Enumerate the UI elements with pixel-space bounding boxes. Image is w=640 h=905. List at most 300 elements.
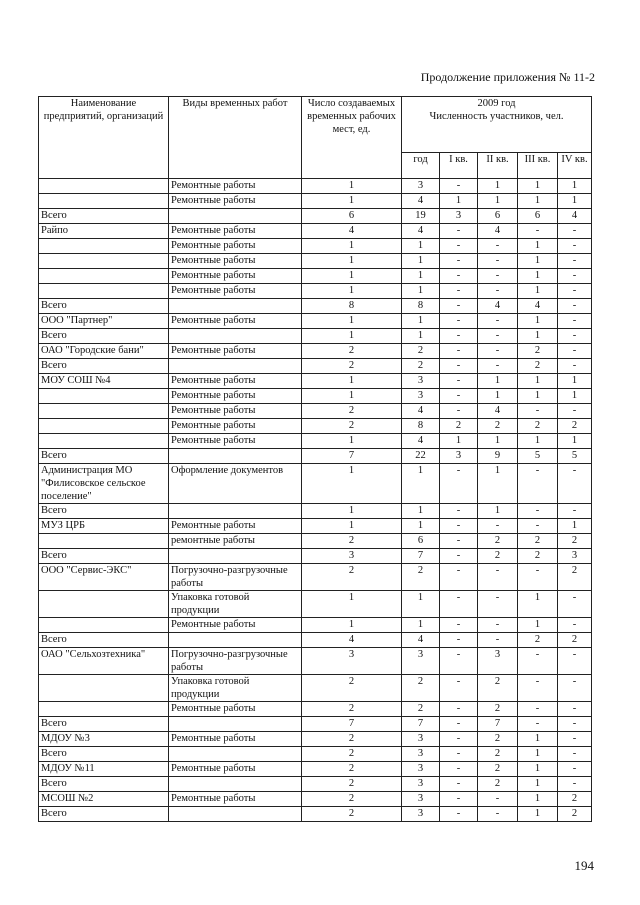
cell-q3: 1 bbox=[518, 807, 558, 822]
cell-job-places: 2 bbox=[302, 404, 402, 419]
table-row bbox=[39, 717, 592, 732]
cell-organization: МДОУ №3 bbox=[39, 732, 169, 747]
col-header-organization: Наименование предприятий, организаций bbox=[39, 97, 169, 179]
cell-year: 2 bbox=[402, 359, 440, 374]
cell-q2: 9 bbox=[478, 449, 518, 464]
cell-q3: - bbox=[518, 564, 558, 591]
cell-organization: МСОШ №2 bbox=[39, 792, 169, 807]
cell-year: 19 bbox=[402, 209, 440, 224]
cell-job-places: 2 bbox=[302, 807, 402, 822]
cell-work-type: Ремонтные работы bbox=[169, 618, 302, 633]
cell-q4: 2 bbox=[558, 633, 592, 648]
appendix-continuation-note: Продолжение приложения № 11-2 bbox=[420, 70, 595, 84]
cell-year: 8 bbox=[402, 419, 440, 434]
cell-q3: 2 bbox=[518, 549, 558, 564]
cell-q1: - bbox=[440, 374, 478, 389]
cell-q1: - bbox=[440, 254, 478, 269]
cell-q1: - bbox=[440, 807, 478, 822]
cell-q1: - bbox=[440, 389, 478, 404]
cell-q3: - bbox=[518, 702, 558, 717]
table-row bbox=[39, 633, 592, 648]
cell-organization bbox=[39, 284, 169, 299]
cell-q3: 1 bbox=[518, 374, 558, 389]
cell-work-type: Ремонтные работы bbox=[169, 269, 302, 284]
cell-work-type: Ремонтные работы bbox=[169, 434, 302, 449]
cell-organization: Всего bbox=[39, 747, 169, 762]
cell-work-type: Ремонтные работы bbox=[169, 344, 302, 359]
cell-q2: 1 bbox=[478, 179, 518, 194]
table-row bbox=[39, 389, 592, 404]
cell-work-type: Ремонтные работы bbox=[169, 762, 302, 777]
cell-q2: 2 bbox=[478, 747, 518, 762]
cell-q2: - bbox=[478, 329, 518, 344]
cell-q1: - bbox=[440, 179, 478, 194]
cell-year: 3 bbox=[402, 648, 440, 675]
cell-q2: 3 bbox=[478, 648, 518, 675]
cell-year: 2 bbox=[402, 344, 440, 359]
cell-q2: - bbox=[478, 633, 518, 648]
cell-organization bbox=[39, 618, 169, 633]
cell-q3: 1 bbox=[518, 792, 558, 807]
cell-job-places: 1 bbox=[302, 284, 402, 299]
cell-year: 7 bbox=[402, 549, 440, 564]
cell-q4: 2 bbox=[558, 419, 592, 434]
cell-q4: - bbox=[558, 747, 592, 762]
cell-year: 1 bbox=[402, 284, 440, 299]
cell-work-type: Ремонтные работы bbox=[169, 389, 302, 404]
cell-job-places: 1 bbox=[302, 179, 402, 194]
cell-year: 7 bbox=[402, 717, 440, 732]
cell-q1: - bbox=[440, 648, 478, 675]
cell-q4: - bbox=[558, 269, 592, 284]
cell-year: 4 bbox=[402, 404, 440, 419]
table-row bbox=[39, 732, 592, 747]
cell-q3: 2 bbox=[518, 359, 558, 374]
cell-q2: 4 bbox=[478, 224, 518, 239]
cell-year: 8 bbox=[402, 299, 440, 314]
cell-q4: 2 bbox=[558, 534, 592, 549]
table-row bbox=[39, 269, 592, 284]
cell-q3: 1 bbox=[518, 732, 558, 747]
cell-q3: - bbox=[518, 648, 558, 675]
cell-organization: МУЗ ЦРБ bbox=[39, 519, 169, 534]
cell-work-type: Ремонтные работы bbox=[169, 179, 302, 194]
cell-year: 1 bbox=[402, 314, 440, 329]
cell-q3: 1 bbox=[518, 314, 558, 329]
cell-work-type bbox=[169, 807, 302, 822]
cell-q1: - bbox=[440, 762, 478, 777]
cell-job-places: 7 bbox=[302, 449, 402, 464]
cell-q1: - bbox=[440, 504, 478, 519]
cell-organization: Всего bbox=[39, 359, 169, 374]
cell-work-type: Погрузочно-разгрузочные работы bbox=[169, 648, 302, 675]
cell-q3: 1 bbox=[518, 618, 558, 633]
cell-job-places: 2 bbox=[302, 792, 402, 807]
cell-work-type: Ремонтные работы bbox=[169, 404, 302, 419]
table-row bbox=[39, 591, 592, 618]
table-row bbox=[39, 777, 592, 792]
cell-q4: - bbox=[558, 618, 592, 633]
group-participants-subtitle: Численность участников, чел. bbox=[429, 111, 564, 122]
cell-q3: 1 bbox=[518, 179, 558, 194]
table-row bbox=[39, 224, 592, 239]
cell-q1: - bbox=[440, 344, 478, 359]
table-row bbox=[39, 534, 592, 549]
cell-q2: 2 bbox=[478, 702, 518, 717]
cell-q4: - bbox=[558, 591, 592, 618]
cell-q3: 1 bbox=[518, 747, 558, 762]
cell-organization: Райпо bbox=[39, 224, 169, 239]
table-row bbox=[39, 792, 592, 807]
cell-organization bbox=[39, 179, 169, 194]
col-header-work-types: Виды временных работ bbox=[169, 97, 302, 179]
cell-q1: - bbox=[440, 269, 478, 284]
cell-q4: 1 bbox=[558, 434, 592, 449]
cell-year: 1 bbox=[402, 504, 440, 519]
cell-q1: 3 bbox=[440, 449, 478, 464]
cell-q2: - bbox=[478, 359, 518, 374]
cell-organization: Всего bbox=[39, 329, 169, 344]
cell-job-places: 2 bbox=[302, 534, 402, 549]
cell-q4: - bbox=[558, 239, 592, 254]
cell-q4: 2 bbox=[558, 564, 592, 591]
cell-q3: - bbox=[518, 675, 558, 702]
cell-q1: - bbox=[440, 299, 478, 314]
table-row bbox=[39, 194, 592, 209]
cell-job-places: 2 bbox=[302, 777, 402, 792]
cell-q3: 5 bbox=[518, 449, 558, 464]
table-row bbox=[39, 419, 592, 434]
cell-work-type: Ремонтные работы bbox=[169, 254, 302, 269]
cell-job-places: 1 bbox=[302, 434, 402, 449]
cell-q1: - bbox=[440, 732, 478, 747]
cell-q3: 2 bbox=[518, 344, 558, 359]
cell-q1: - bbox=[440, 702, 478, 717]
cell-job-places: 2 bbox=[302, 747, 402, 762]
cell-q4: - bbox=[558, 359, 592, 374]
cell-q2: - bbox=[478, 519, 518, 534]
cell-q3: - bbox=[518, 224, 558, 239]
cell-q2: 4 bbox=[478, 404, 518, 419]
table-row bbox=[39, 299, 592, 314]
cell-q3: 1 bbox=[518, 194, 558, 209]
cell-q3: 1 bbox=[518, 762, 558, 777]
cell-q3: - bbox=[518, 404, 558, 419]
cell-year: 1 bbox=[402, 269, 440, 284]
cell-q2: - bbox=[478, 591, 518, 618]
cell-job-places: 1 bbox=[302, 314, 402, 329]
cell-organization: Всего bbox=[39, 549, 169, 564]
cell-job-places: 1 bbox=[302, 464, 402, 504]
cell-q2: - bbox=[478, 807, 518, 822]
cell-organization: ОАО "Сельхозтехника" bbox=[39, 648, 169, 675]
table-row bbox=[39, 179, 592, 194]
cell-q1: - bbox=[440, 564, 478, 591]
cell-job-places: 1 bbox=[302, 519, 402, 534]
cell-q1: - bbox=[440, 534, 478, 549]
cell-q2: 1 bbox=[478, 434, 518, 449]
cell-q4: - bbox=[558, 224, 592, 239]
cell-q4: 1 bbox=[558, 179, 592, 194]
cell-q2: 7 bbox=[478, 717, 518, 732]
cell-work-type bbox=[169, 299, 302, 314]
cell-q1: - bbox=[440, 591, 478, 618]
cell-q4: - bbox=[558, 314, 592, 329]
cell-q4: 1 bbox=[558, 519, 592, 534]
table-row bbox=[39, 344, 592, 359]
temporary-jobs-table bbox=[38, 96, 592, 822]
cell-q4: - bbox=[558, 504, 592, 519]
cell-q3: 1 bbox=[518, 591, 558, 618]
cell-organization: Всего bbox=[39, 449, 169, 464]
cell-q3: 1 bbox=[518, 269, 558, 284]
cell-q4: - bbox=[558, 299, 592, 314]
table-row bbox=[39, 807, 592, 822]
cell-work-type: Ремонтные работы bbox=[169, 374, 302, 389]
cell-q1: - bbox=[440, 464, 478, 504]
cell-q3: 1 bbox=[518, 329, 558, 344]
cell-year: 4 bbox=[402, 633, 440, 648]
cell-organization bbox=[39, 591, 169, 618]
cell-q4: - bbox=[558, 404, 592, 419]
col-header-q2: II кв. bbox=[478, 153, 518, 179]
cell-year: 4 bbox=[402, 224, 440, 239]
cell-job-places: 3 bbox=[302, 648, 402, 675]
cell-organization bbox=[39, 419, 169, 434]
cell-q3: 4 bbox=[518, 299, 558, 314]
cell-work-type: ремонтные работы bbox=[169, 534, 302, 549]
cell-q3: 1 bbox=[518, 239, 558, 254]
cell-q1: 3 bbox=[440, 209, 478, 224]
cell-q3: 1 bbox=[518, 434, 558, 449]
cell-q1: - bbox=[440, 359, 478, 374]
cell-year: 22 bbox=[402, 449, 440, 464]
cell-q2: - bbox=[478, 254, 518, 269]
cell-q4: - bbox=[558, 648, 592, 675]
cell-q2: 2 bbox=[478, 732, 518, 747]
cell-year: 1 bbox=[402, 464, 440, 504]
table-row bbox=[39, 209, 592, 224]
cell-q2: 1 bbox=[478, 464, 518, 504]
cell-year: 1 bbox=[402, 254, 440, 269]
cell-year: 4 bbox=[402, 434, 440, 449]
cell-job-places: 6 bbox=[302, 209, 402, 224]
cell-q4: 3 bbox=[558, 549, 592, 564]
cell-q1: - bbox=[440, 224, 478, 239]
cell-q4: - bbox=[558, 254, 592, 269]
cell-year: 3 bbox=[402, 792, 440, 807]
cell-work-type bbox=[169, 449, 302, 464]
col-header-job-places: Число создаваемых временных рабочих мест, ед. bbox=[302, 97, 402, 179]
cell-year: 1 bbox=[402, 239, 440, 254]
cell-year: 3 bbox=[402, 762, 440, 777]
table-row bbox=[39, 374, 592, 389]
cell-q1: - bbox=[440, 777, 478, 792]
cell-q1: - bbox=[440, 792, 478, 807]
cell-q4: - bbox=[558, 777, 592, 792]
cell-work-type: Оформление документов bbox=[169, 464, 302, 504]
table-row bbox=[39, 504, 592, 519]
cell-job-places: 2 bbox=[302, 675, 402, 702]
cell-work-type: Ремонтные работы bbox=[169, 519, 302, 534]
cell-organization bbox=[39, 239, 169, 254]
cell-job-places: 1 bbox=[302, 269, 402, 284]
cell-q4: - bbox=[558, 732, 592, 747]
cell-year: 3 bbox=[402, 777, 440, 792]
table-row bbox=[39, 314, 592, 329]
cell-year: 3 bbox=[402, 732, 440, 747]
cell-q3: 1 bbox=[518, 389, 558, 404]
cell-job-places: 1 bbox=[302, 504, 402, 519]
cell-year: 2 bbox=[402, 564, 440, 591]
cell-year: 3 bbox=[402, 374, 440, 389]
cell-q3: - bbox=[518, 504, 558, 519]
cell-job-places: 1 bbox=[302, 194, 402, 209]
cell-year: 1 bbox=[402, 618, 440, 633]
cell-q2: 2 bbox=[478, 777, 518, 792]
cell-year: 1 bbox=[402, 591, 440, 618]
cell-organization: Всего bbox=[39, 209, 169, 224]
table-row bbox=[39, 648, 592, 675]
cell-q2: - bbox=[478, 618, 518, 633]
cell-q1: - bbox=[440, 404, 478, 419]
cell-organization bbox=[39, 194, 169, 209]
table-row bbox=[39, 254, 592, 269]
page-number: 194 bbox=[574, 858, 594, 873]
cell-q2: 1 bbox=[478, 504, 518, 519]
col-header-q4: IV кв. bbox=[558, 153, 592, 179]
cell-q4: - bbox=[558, 762, 592, 777]
cell-q2: - bbox=[478, 239, 518, 254]
cell-q4: - bbox=[558, 284, 592, 299]
cell-work-type: Ремонтные работы bbox=[169, 239, 302, 254]
cell-q2: 1 bbox=[478, 389, 518, 404]
cell-organization: Всего bbox=[39, 717, 169, 732]
cell-year: 3 bbox=[402, 179, 440, 194]
cell-q4: - bbox=[558, 329, 592, 344]
table-row bbox=[39, 284, 592, 299]
cell-q2: 2 bbox=[478, 549, 518, 564]
cell-q4: - bbox=[558, 344, 592, 359]
cell-q1: - bbox=[440, 519, 478, 534]
cell-q4: 4 bbox=[558, 209, 592, 224]
cell-work-type: Погрузочно-разгрузочные работы bbox=[169, 564, 302, 591]
cell-q4: - bbox=[558, 702, 592, 717]
cell-organization: Всего bbox=[39, 633, 169, 648]
cell-q1: 1 bbox=[440, 434, 478, 449]
cell-q3: - bbox=[518, 519, 558, 534]
cell-job-places: 4 bbox=[302, 633, 402, 648]
cell-work-type bbox=[169, 633, 302, 648]
cell-organization bbox=[39, 404, 169, 419]
cell-q1: - bbox=[440, 633, 478, 648]
cell-work-type: Упаковка готовой продукции bbox=[169, 591, 302, 618]
table-row bbox=[39, 359, 592, 374]
cell-q2: 6 bbox=[478, 209, 518, 224]
cell-q4: - bbox=[558, 717, 592, 732]
cell-q4: - bbox=[558, 675, 592, 702]
table-row bbox=[39, 549, 592, 564]
cell-job-places: 1 bbox=[302, 591, 402, 618]
cell-organization: Всего bbox=[39, 299, 169, 314]
cell-job-places: 2 bbox=[302, 762, 402, 777]
cell-q3: 2 bbox=[518, 419, 558, 434]
cell-year: 2 bbox=[402, 675, 440, 702]
cell-q1: - bbox=[440, 618, 478, 633]
cell-q3: - bbox=[518, 464, 558, 504]
cell-work-type bbox=[169, 359, 302, 374]
cell-q1: - bbox=[440, 549, 478, 564]
cell-organization: МОУ СОШ №4 bbox=[39, 374, 169, 389]
cell-work-type bbox=[169, 504, 302, 519]
cell-work-type: Ремонтные работы bbox=[169, 314, 302, 329]
table-row bbox=[39, 449, 592, 464]
cell-q3: 1 bbox=[518, 777, 558, 792]
cell-organization bbox=[39, 702, 169, 717]
cell-work-type bbox=[169, 717, 302, 732]
cell-job-places: 2 bbox=[302, 732, 402, 747]
cell-organization: Всего bbox=[39, 504, 169, 519]
cell-year: 3 bbox=[402, 807, 440, 822]
table-row bbox=[39, 329, 592, 344]
cell-q3: 1 bbox=[518, 284, 558, 299]
cell-year: 1 bbox=[402, 519, 440, 534]
table-row bbox=[39, 464, 592, 504]
cell-q1: - bbox=[440, 717, 478, 732]
col-header-q1: I кв. bbox=[440, 153, 478, 179]
cell-job-places: 7 bbox=[302, 717, 402, 732]
cell-job-places: 1 bbox=[302, 254, 402, 269]
cell-organization bbox=[39, 675, 169, 702]
table-row bbox=[39, 519, 592, 534]
cell-q4: - bbox=[558, 464, 592, 504]
cell-q3: - bbox=[518, 717, 558, 732]
cell-job-places: 2 bbox=[302, 359, 402, 374]
cell-work-type bbox=[169, 777, 302, 792]
table-row bbox=[39, 564, 592, 591]
cell-work-type: Ремонтные работы bbox=[169, 702, 302, 717]
cell-q2: 1 bbox=[478, 194, 518, 209]
cell-q4: 2 bbox=[558, 807, 592, 822]
cell-q2: - bbox=[478, 344, 518, 359]
cell-job-places: 1 bbox=[302, 374, 402, 389]
cell-organization: ОАО "Городские бани" bbox=[39, 344, 169, 359]
cell-work-type: Ремонтные работы bbox=[169, 732, 302, 747]
cell-q2: - bbox=[478, 564, 518, 591]
cell-q3: 2 bbox=[518, 534, 558, 549]
cell-q1: 1 bbox=[440, 194, 478, 209]
cell-q2: - bbox=[478, 314, 518, 329]
cell-work-type: Ремонтные работы bbox=[169, 284, 302, 299]
table-row bbox=[39, 618, 592, 633]
table-row bbox=[39, 762, 592, 777]
cell-work-type: Ремонтные работы bbox=[169, 792, 302, 807]
cell-year: 1 bbox=[402, 329, 440, 344]
cell-q2: - bbox=[478, 792, 518, 807]
cell-work-type bbox=[169, 747, 302, 762]
cell-q3: 2 bbox=[518, 633, 558, 648]
col-header-year: год bbox=[402, 153, 440, 179]
cell-job-places: 1 bbox=[302, 329, 402, 344]
cell-year: 4 bbox=[402, 194, 440, 209]
cell-q2: - bbox=[478, 269, 518, 284]
cell-q1: - bbox=[440, 284, 478, 299]
cell-organization: Администрация МО "Филисовское сельское поселение" bbox=[39, 464, 169, 504]
cell-organization bbox=[39, 434, 169, 449]
cell-organization bbox=[39, 534, 169, 549]
cell-q2: 2 bbox=[478, 675, 518, 702]
cell-q4: 2 bbox=[558, 792, 592, 807]
